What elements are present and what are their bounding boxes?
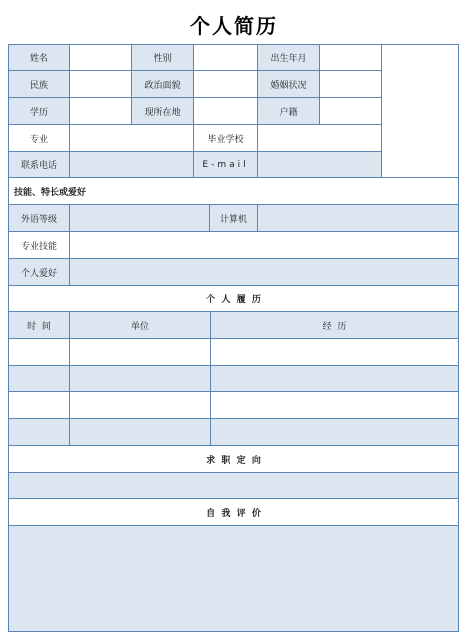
value-location[interactable] <box>193 97 258 125</box>
label-phone: 联系电话 <box>8 151 70 178</box>
self-content[interactable] <box>8 525 459 632</box>
value-name[interactable] <box>69 44 132 71</box>
value-gender[interactable] <box>193 44 258 71</box>
label-marital: 婚姻状况 <box>257 70 320 98</box>
label-major: 专业 <box>8 124 70 152</box>
photo-box[interactable] <box>381 44 459 178</box>
history-row-1-exp[interactable] <box>210 338 459 366</box>
value-computer[interactable] <box>257 204 459 232</box>
history-row-1-unit[interactable] <box>69 338 211 366</box>
skills-header: 技能、特长或爱好 <box>8 177 459 205</box>
value-birth[interactable] <box>319 44 382 71</box>
label-professional: 专业技能 <box>8 231 70 259</box>
value-education[interactable] <box>69 97 132 125</box>
history-row-2-exp[interactable] <box>210 365 459 392</box>
history-row-3-unit[interactable] <box>69 391 211 419</box>
col-experience: 经 历 <box>210 311 459 339</box>
label-hobby: 个人爱好 <box>8 258 70 286</box>
page-title: 个人简历 <box>190 14 278 38</box>
value-language[interactable] <box>69 204 210 232</box>
col-time: 时 间 <box>8 311 70 339</box>
history-header: 个 人 履 历 <box>8 285 459 312</box>
history-row-2-time[interactable] <box>8 365 70 392</box>
label-hukou: 户籍 <box>257 97 320 125</box>
col-unit: 单位 <box>69 311 211 339</box>
label-location: 现所在地 <box>131 97 194 125</box>
history-row-4-time[interactable] <box>8 418 70 446</box>
history-row-2-unit[interactable] <box>69 365 211 392</box>
job-content[interactable] <box>8 472 459 499</box>
label-ethnicity: 民族 <box>8 70 70 98</box>
history-row-3-exp[interactable] <box>210 391 459 419</box>
self-header: 自 我 评 价 <box>8 498 459 526</box>
label-birth: 出生年月 <box>257 44 320 71</box>
job-header: 求 职 定 向 <box>8 445 459 473</box>
label-name: 姓名 <box>8 44 70 71</box>
label-education: 学历 <box>8 97 70 125</box>
value-political[interactable] <box>193 70 258 98</box>
value-marital[interactable] <box>319 70 382 98</box>
value-major[interactable] <box>69 124 194 152</box>
value-hukou[interactable] <box>319 97 382 125</box>
history-row-4-unit[interactable] <box>69 418 211 446</box>
value-phone[interactable] <box>69 151 194 178</box>
history-row-4-exp[interactable] <box>210 418 459 446</box>
history-row-3-time[interactable] <box>8 391 70 419</box>
value-professional[interactable] <box>69 231 459 259</box>
label-political: 政治面貌 <box>131 70 194 98</box>
label-email: E-mail <box>193 151 258 178</box>
value-school[interactable] <box>257 124 382 152</box>
label-gender: 性别 <box>131 44 194 71</box>
value-hobby[interactable] <box>69 258 459 286</box>
value-ethnicity[interactable] <box>69 70 132 98</box>
history-row-1-time[interactable] <box>8 338 70 366</box>
label-school: 毕业学校 <box>193 124 258 152</box>
label-language: 外语等级 <box>8 204 70 232</box>
value-email[interactable] <box>257 151 382 178</box>
label-computer: 计算机 <box>209 204 258 232</box>
